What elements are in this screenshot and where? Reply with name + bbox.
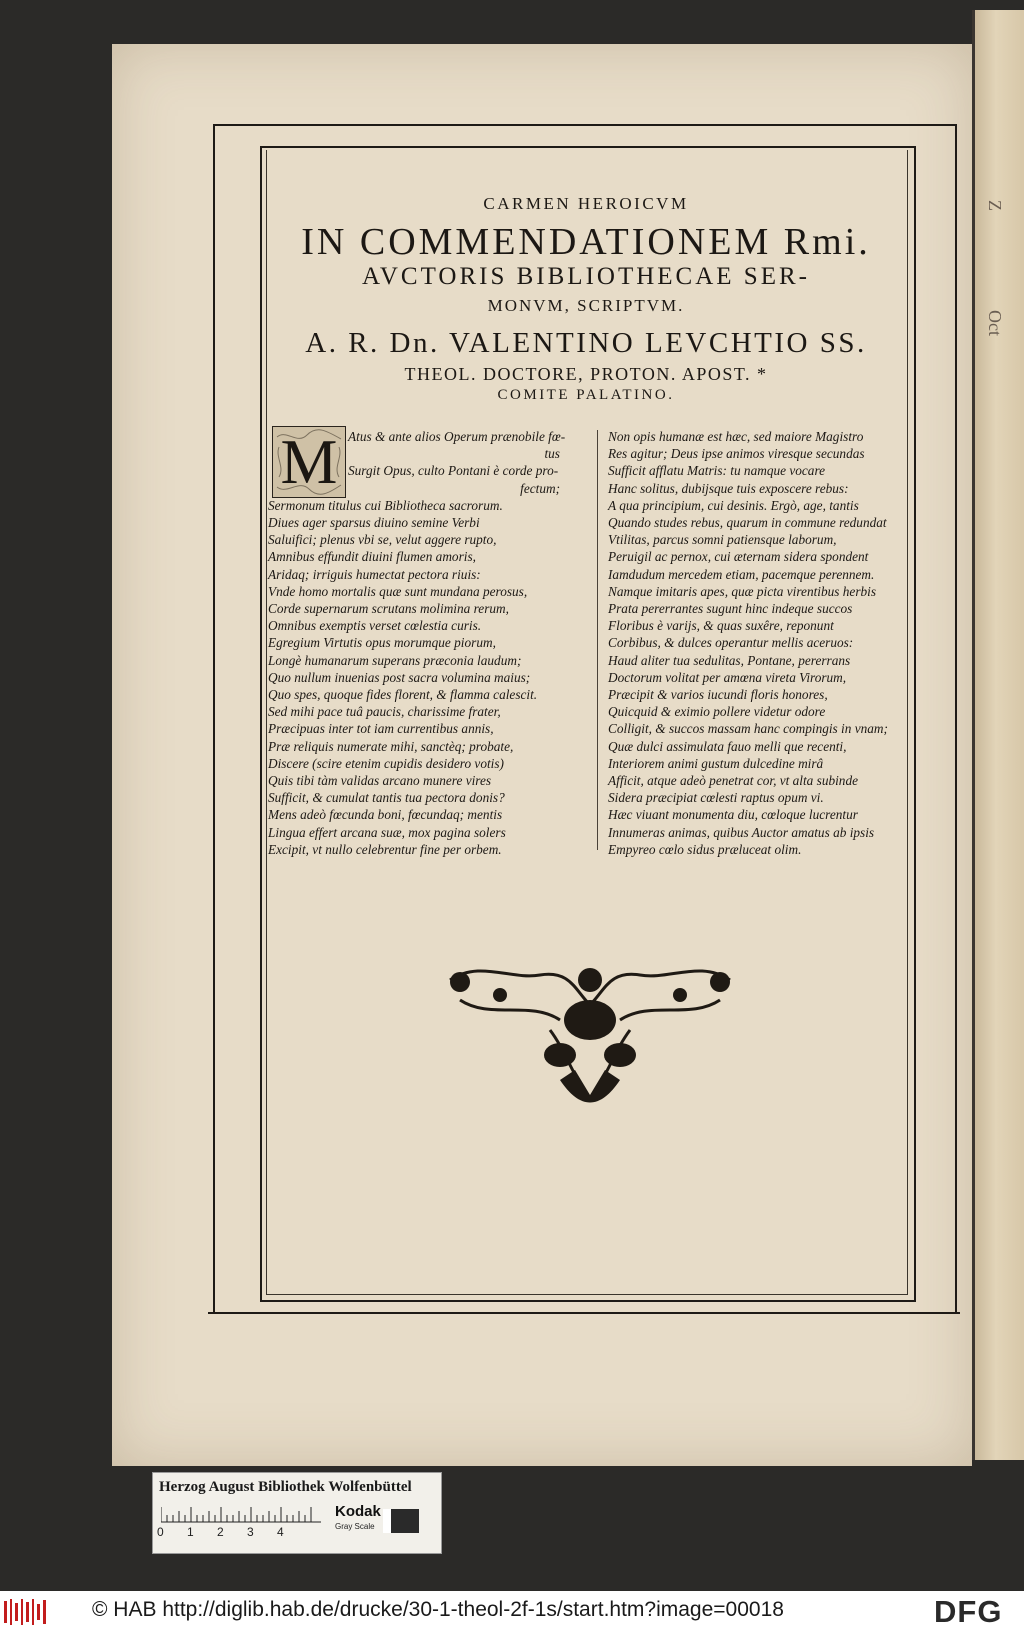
verse-line: Sufficit afflatu Matris: tu namque vocare <box>608 463 826 479</box>
verse-line: Quæ dulci assimulata fauo melli que recenti, <box>608 738 847 754</box>
heading-auctoris: AVCTORIS BIBLIOTHECAE SER- <box>362 263 810 290</box>
verse-line: Iamdudum mercedem etiam, pacemque perennem. <box>608 566 875 582</box>
verse-line: Sidera præcipiat cœlesti raptus opum vi. <box>608 790 824 806</box>
page-frame-rule <box>208 1312 960 1314</box>
verse-line: Egregium Virtutis opus morumque piorum, <box>268 635 496 651</box>
verse-line: Floribus è varijs, & quas suxêre, reponunt <box>608 618 834 634</box>
verse-line: Colligit, & succos massam hanc compingis in vnam; <box>608 721 888 737</box>
institution-name: Herzog August Bibliothek Wolfenbüttel <box>159 1479 412 1495</box>
verse-line: Vnde homo mortalis quæ sunt mundana perosus, <box>268 583 528 599</box>
verse-line: Diues ager sparsus diuino semine Verbi <box>268 515 480 531</box>
verse-line: Non opis humanæ est hæc, sed maiore Magistro <box>608 429 864 444</box>
poem-column-left <box>268 428 588 858</box>
heading-commendationem: IN COMMENDATIONEM Rmi. <box>301 221 871 263</box>
verse-line: Hanc solitus, dubijsque tuis exposcere rebus: <box>608 480 849 496</box>
verse-line: Saluifici; plenus vbi se, velut aggere rupto, <box>268 532 497 548</box>
verse-line: Corde supernarum scrutans molimina rerum, <box>268 601 509 617</box>
ruler-numbers: 0 1 2 3 4 <box>157 1525 284 1539</box>
kodak-gray-scale-label: Gray Scale <box>335 1522 375 1531</box>
facing-page-mark: Z <box>985 200 1005 211</box>
facing-page-edge <box>972 10 1024 1460</box>
verse-line: Vtilitas, parcus somni patiensque laborum, <box>608 532 837 548</box>
verse-line: Præcipit & varios iucundi floris honores, <box>608 687 828 703</box>
ruler-scale-icon <box>161 1505 321 1523</box>
verse-line: Quo spes, quoque fides florent, & flamma calescit. <box>268 687 538 703</box>
heading-theol: THEOL. DOCTORE, PROTON. APOST. * <box>404 364 768 384</box>
barcode-icon <box>4 1599 48 1625</box>
verse-line: Quando studes rebus, quarum in commune redundat <box>608 515 887 531</box>
verse-line: Quis tibi tàm validas arcano munere vires <box>268 773 492 789</box>
dropcap-letter: M <box>280 426 338 497</box>
verse-line: Sermonum titulus cui Bibliotheca sacrorum. <box>268 497 503 513</box>
verse-line: Res agitur; Deus ipse animos viresque secundas <box>608 446 865 462</box>
verse-line: Surgit Opus, culto Pontani è corde pro- <box>348 463 559 479</box>
verse-line: Atus & ante alios Operum prænobile fœ- <box>348 429 566 444</box>
verse-line: Lingua effert arcana suæ, mox pagina solers <box>268 824 506 840</box>
verse-line: A qua principium, cui desinis. Ergò, age, tantis <box>608 497 859 513</box>
verse-line: Hæc viuant monumenta diu, cœloque lucrentur <box>608 807 858 823</box>
verse-line: Interiorem animi gustum dulcedine mirâ <box>608 755 824 771</box>
dfg-logo: DFG <box>934 1594 1003 1629</box>
verse-line: Afficit, atque adeò penetrat cor, vt alta subinde <box>608 773 859 789</box>
footer-copyright-link[interactable]: © HAB http://diglib.hab.de/drucke/30-1-theol-2f-1s/start.htm?image=00018 <box>92 1598 784 1621</box>
verse-line: Quicquid & eximio pollere videtur odore <box>608 704 826 720</box>
verse-line: Sufficit, & cumulat tantis tua pectora donis? <box>268 790 505 806</box>
heading-carmen: CARMEN HEROICVM <box>483 194 689 213</box>
verse-line: Haud aliter tua sedulitas, Pontane, pererrans <box>608 652 851 668</box>
verse-line: Mens adeò fœcunda boni, fœcundaq; mentis <box>268 807 503 823</box>
verse-line: Sed mihi pace tuâ paucis, charissime frater, <box>268 704 501 720</box>
verse-line: fectum; <box>520 480 560 496</box>
verse-line: Peruigil ac pernox, cui æternam sidera spondent <box>608 549 869 565</box>
floral-ornament-icon <box>440 960 740 1110</box>
verse-line: Doctorum volitat per amœna vireta Virorum, <box>608 669 847 685</box>
verse-line: Omnibus exemptis verset cœlestia curis. <box>268 618 482 634</box>
heading-monvm: MONVM, SCRIPTVM. <box>487 296 685 315</box>
verse-line: Namque imitaris apes, quæ picta virentibus herbis <box>608 583 877 599</box>
heading-valentino: A. R. Dn. VALENTINO LEVCHTIO SS. <box>305 327 867 359</box>
color-calibration-card <box>152 1472 442 1554</box>
verse-line: Amnibus effundit diuini flumen amoris, <box>268 549 476 565</box>
verse-line: Empyreo cœlo sidus præluceat olim. <box>608 841 802 857</box>
verse-line: Innumeras animas, quibus Auctor amatus ab ipsis <box>608 824 875 840</box>
gray-swatch <box>383 1509 419 1533</box>
verse-line: Præ reliquis numerate mihi, sanctèq; probate, <box>268 738 514 754</box>
verse-line: Aridaq; irriguis humectat pectora riuis: <box>268 566 481 582</box>
column-divider <box>597 430 598 850</box>
poem-column-right <box>608 428 898 858</box>
verse-line: Discere (scire etenim cupidis desidero votis) <box>268 755 504 771</box>
kodak-brand: Kodak <box>335 1503 381 1520</box>
verse-line: Corbibus, & dulces operantur mellis aceruos: <box>608 635 854 651</box>
facing-page-mark: Oct <box>985 310 1005 336</box>
heading-comite: COMITE PALATINO. <box>497 387 675 403</box>
verse-line: tus <box>544 446 560 462</box>
verse-line: Longè humanarum superans præconia laudum; <box>268 652 522 668</box>
verse-line: Excipit, vt nullo celebrentur fine per orbem. <box>268 841 502 857</box>
verse-line: Præcipuas inter tot iam currentibus annis, <box>268 721 494 737</box>
footer-bar <box>0 1591 1024 1631</box>
verse-line: Quo nullum inuenias post sacra volumina maius; <box>268 669 531 685</box>
verse-line: Prata pererrantes sugunt hinc indeque succos <box>608 601 853 617</box>
